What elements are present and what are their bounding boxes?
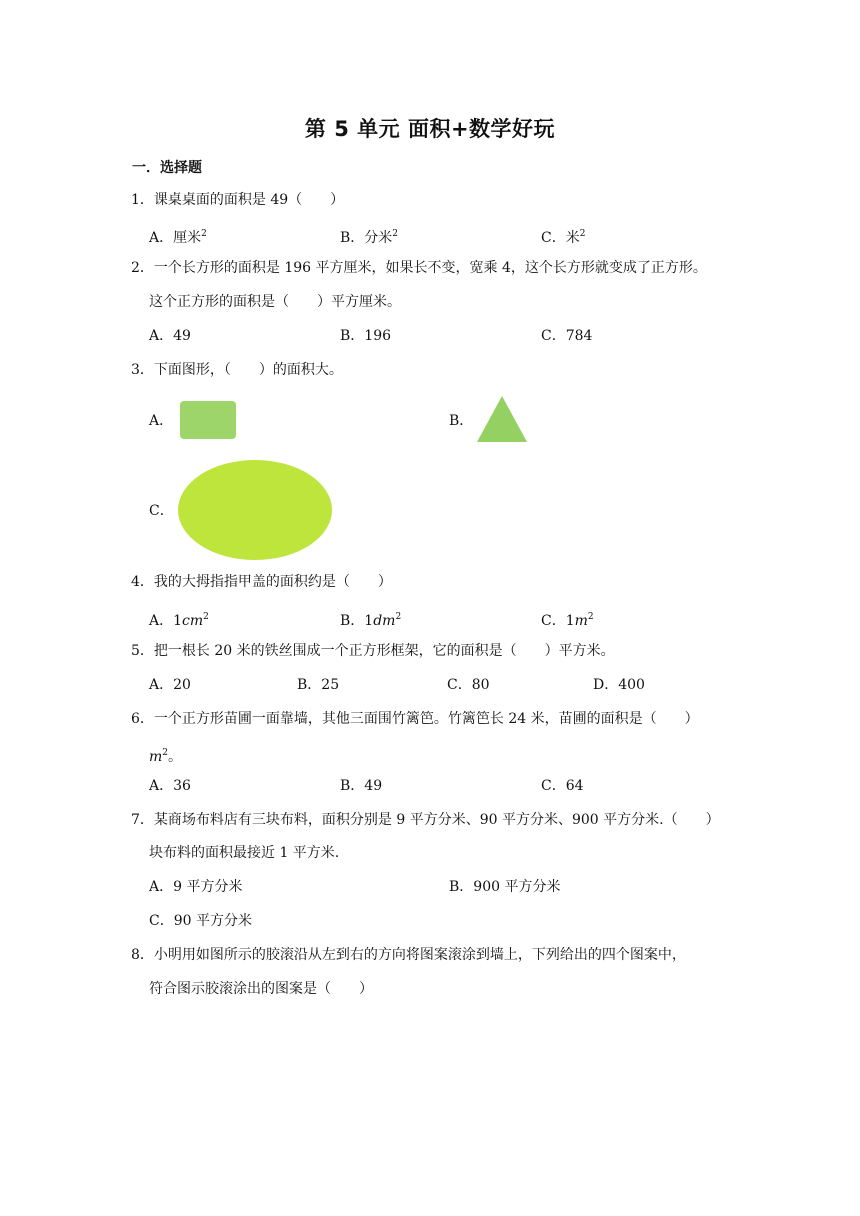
option-2b	[340, 326, 391, 346]
option-letter: B．	[340, 328, 365, 344]
option-letter: D．	[593, 677, 619, 693]
option-text: 分米	[364, 230, 393, 246]
superscript: 2	[392, 229, 399, 239]
superscript: 2	[201, 229, 207, 239]
question-8: 8．小明用如图所示的胶滚沿从左到右的方向将图案滚涂到墙上，下列给出的四个图案中，	[131, 947, 686, 963]
option-1a	[149, 224, 207, 248]
rectangle-shape	[180, 401, 236, 439]
option-number: 1	[565, 613, 575, 629]
option-6a	[149, 776, 191, 796]
unit: m	[149, 749, 163, 765]
unit: cm	[182, 613, 204, 629]
option-text: 49	[173, 328, 191, 344]
option-letter: A．	[149, 879, 174, 895]
unit: dm	[373, 613, 396, 629]
page-title: 第 5 单元 面积+数学好玩	[304, 117, 556, 141]
ellipse-shape	[178, 460, 332, 560]
option-4a	[149, 607, 209, 631]
section-heading: 一．选择题	[132, 160, 202, 176]
option-4c	[541, 607, 594, 631]
option-text: 49	[364, 778, 383, 794]
option-text: 80	[471, 677, 490, 693]
option-letter: C．	[541, 613, 566, 629]
question-1: 1．课桌桌面的面积是 49（ ）	[131, 192, 345, 208]
triangle-fill	[477, 396, 527, 442]
option-letter: A．	[149, 677, 174, 693]
option-5b	[297, 675, 339, 695]
option-text: 90 平方分米	[173, 913, 252, 929]
option-letter: A．	[149, 613, 174, 629]
option-letter: C．	[149, 913, 174, 929]
option-4b	[340, 607, 401, 631]
option-number: 1	[364, 613, 374, 629]
option-text: 64	[565, 778, 584, 794]
question-3: 3．下面图形，（ ）的面积大。	[131, 362, 343, 378]
triangle-shape	[477, 396, 527, 442]
option-7a	[149, 877, 242, 897]
rectangle-fill	[180, 401, 236, 439]
option-number: 1	[173, 613, 183, 629]
question-4: 4．我的大拇指指甲盖的面积约是（ ）	[131, 574, 392, 590]
option-letter: C．	[541, 328, 566, 344]
option-1c	[541, 224, 585, 248]
superscript: 2	[162, 748, 169, 758]
question-6-unit-line	[149, 743, 182, 767]
option-text: 厘米	[173, 230, 202, 246]
option-2c	[541, 326, 592, 346]
superscript: 2	[579, 229, 586, 239]
option-letter: A．	[149, 328, 174, 344]
superscript: 2	[587, 612, 594, 622]
option-3a-label: A．	[149, 413, 174, 429]
option-letter: A．	[149, 230, 174, 246]
option-1b	[340, 224, 398, 248]
option-7b	[449, 877, 560, 897]
option-text: 9 平方分米	[173, 879, 243, 895]
question-2-continued: 这个正方形的面积是（ ）平方厘米。	[149, 294, 401, 310]
option-letter: B．	[340, 230, 365, 246]
ellipse-fill	[178, 460, 332, 560]
option-text: 900 平方分米	[473, 879, 561, 895]
option-text: 36	[173, 778, 191, 794]
question-6: 6．一个正方形苗圃一面靠墙，其他三面围竹篱笆。竹篱笆长 24 米，苗圃的面积是（ ）	[131, 711, 699, 727]
option-text: 20	[173, 677, 191, 693]
option-letter: A．	[149, 778, 174, 794]
unit: m	[574, 613, 588, 629]
question-5: 5．把一根长 20 米的铁丝围成一个正方形框架，它的面积是（ ）平方米。	[131, 643, 615, 659]
option-text: 784	[565, 328, 593, 344]
superscript: 2	[395, 612, 402, 622]
option-letter: B．	[340, 613, 365, 629]
option-3c-label: C．	[149, 503, 174, 519]
option-letter: C．	[541, 778, 566, 794]
question-7: 7．某商场布料店有三块布料，面积分别是 9 平方分米、90 平方分米、900 平方分米.（ ）	[131, 812, 720, 828]
superscript: 2	[203, 612, 209, 622]
option-letter: B．	[340, 778, 365, 794]
punctuation: 。	[168, 749, 183, 765]
option-letter: B．	[297, 677, 322, 693]
option-3b-label: B．	[449, 413, 474, 429]
option-6b	[340, 776, 382, 796]
option-6c	[541, 776, 584, 796]
option-5c	[447, 675, 490, 695]
option-text: 196	[364, 328, 392, 344]
option-letter: C．	[447, 677, 472, 693]
option-5a	[149, 675, 191, 695]
option-text: 25	[321, 677, 340, 693]
option-text: 400	[618, 677, 645, 693]
option-letter: B．	[449, 879, 474, 895]
option-text: 米	[565, 230, 580, 246]
question-2: 2．一个长方形的面积是 196 平方厘米，如果长不变，宽乘 4，这个长方形就变成了正方形。	[131, 260, 707, 276]
option-5d	[593, 675, 645, 695]
option-2a	[149, 326, 191, 346]
option-7c	[149, 911, 252, 931]
option-letter: C．	[541, 230, 566, 246]
question-8-continued: 符合图示胶滚涂出的图案是（ ）	[149, 981, 373, 997]
question-7-continued: 块布料的面积最接近 1 平方米.	[149, 845, 340, 861]
